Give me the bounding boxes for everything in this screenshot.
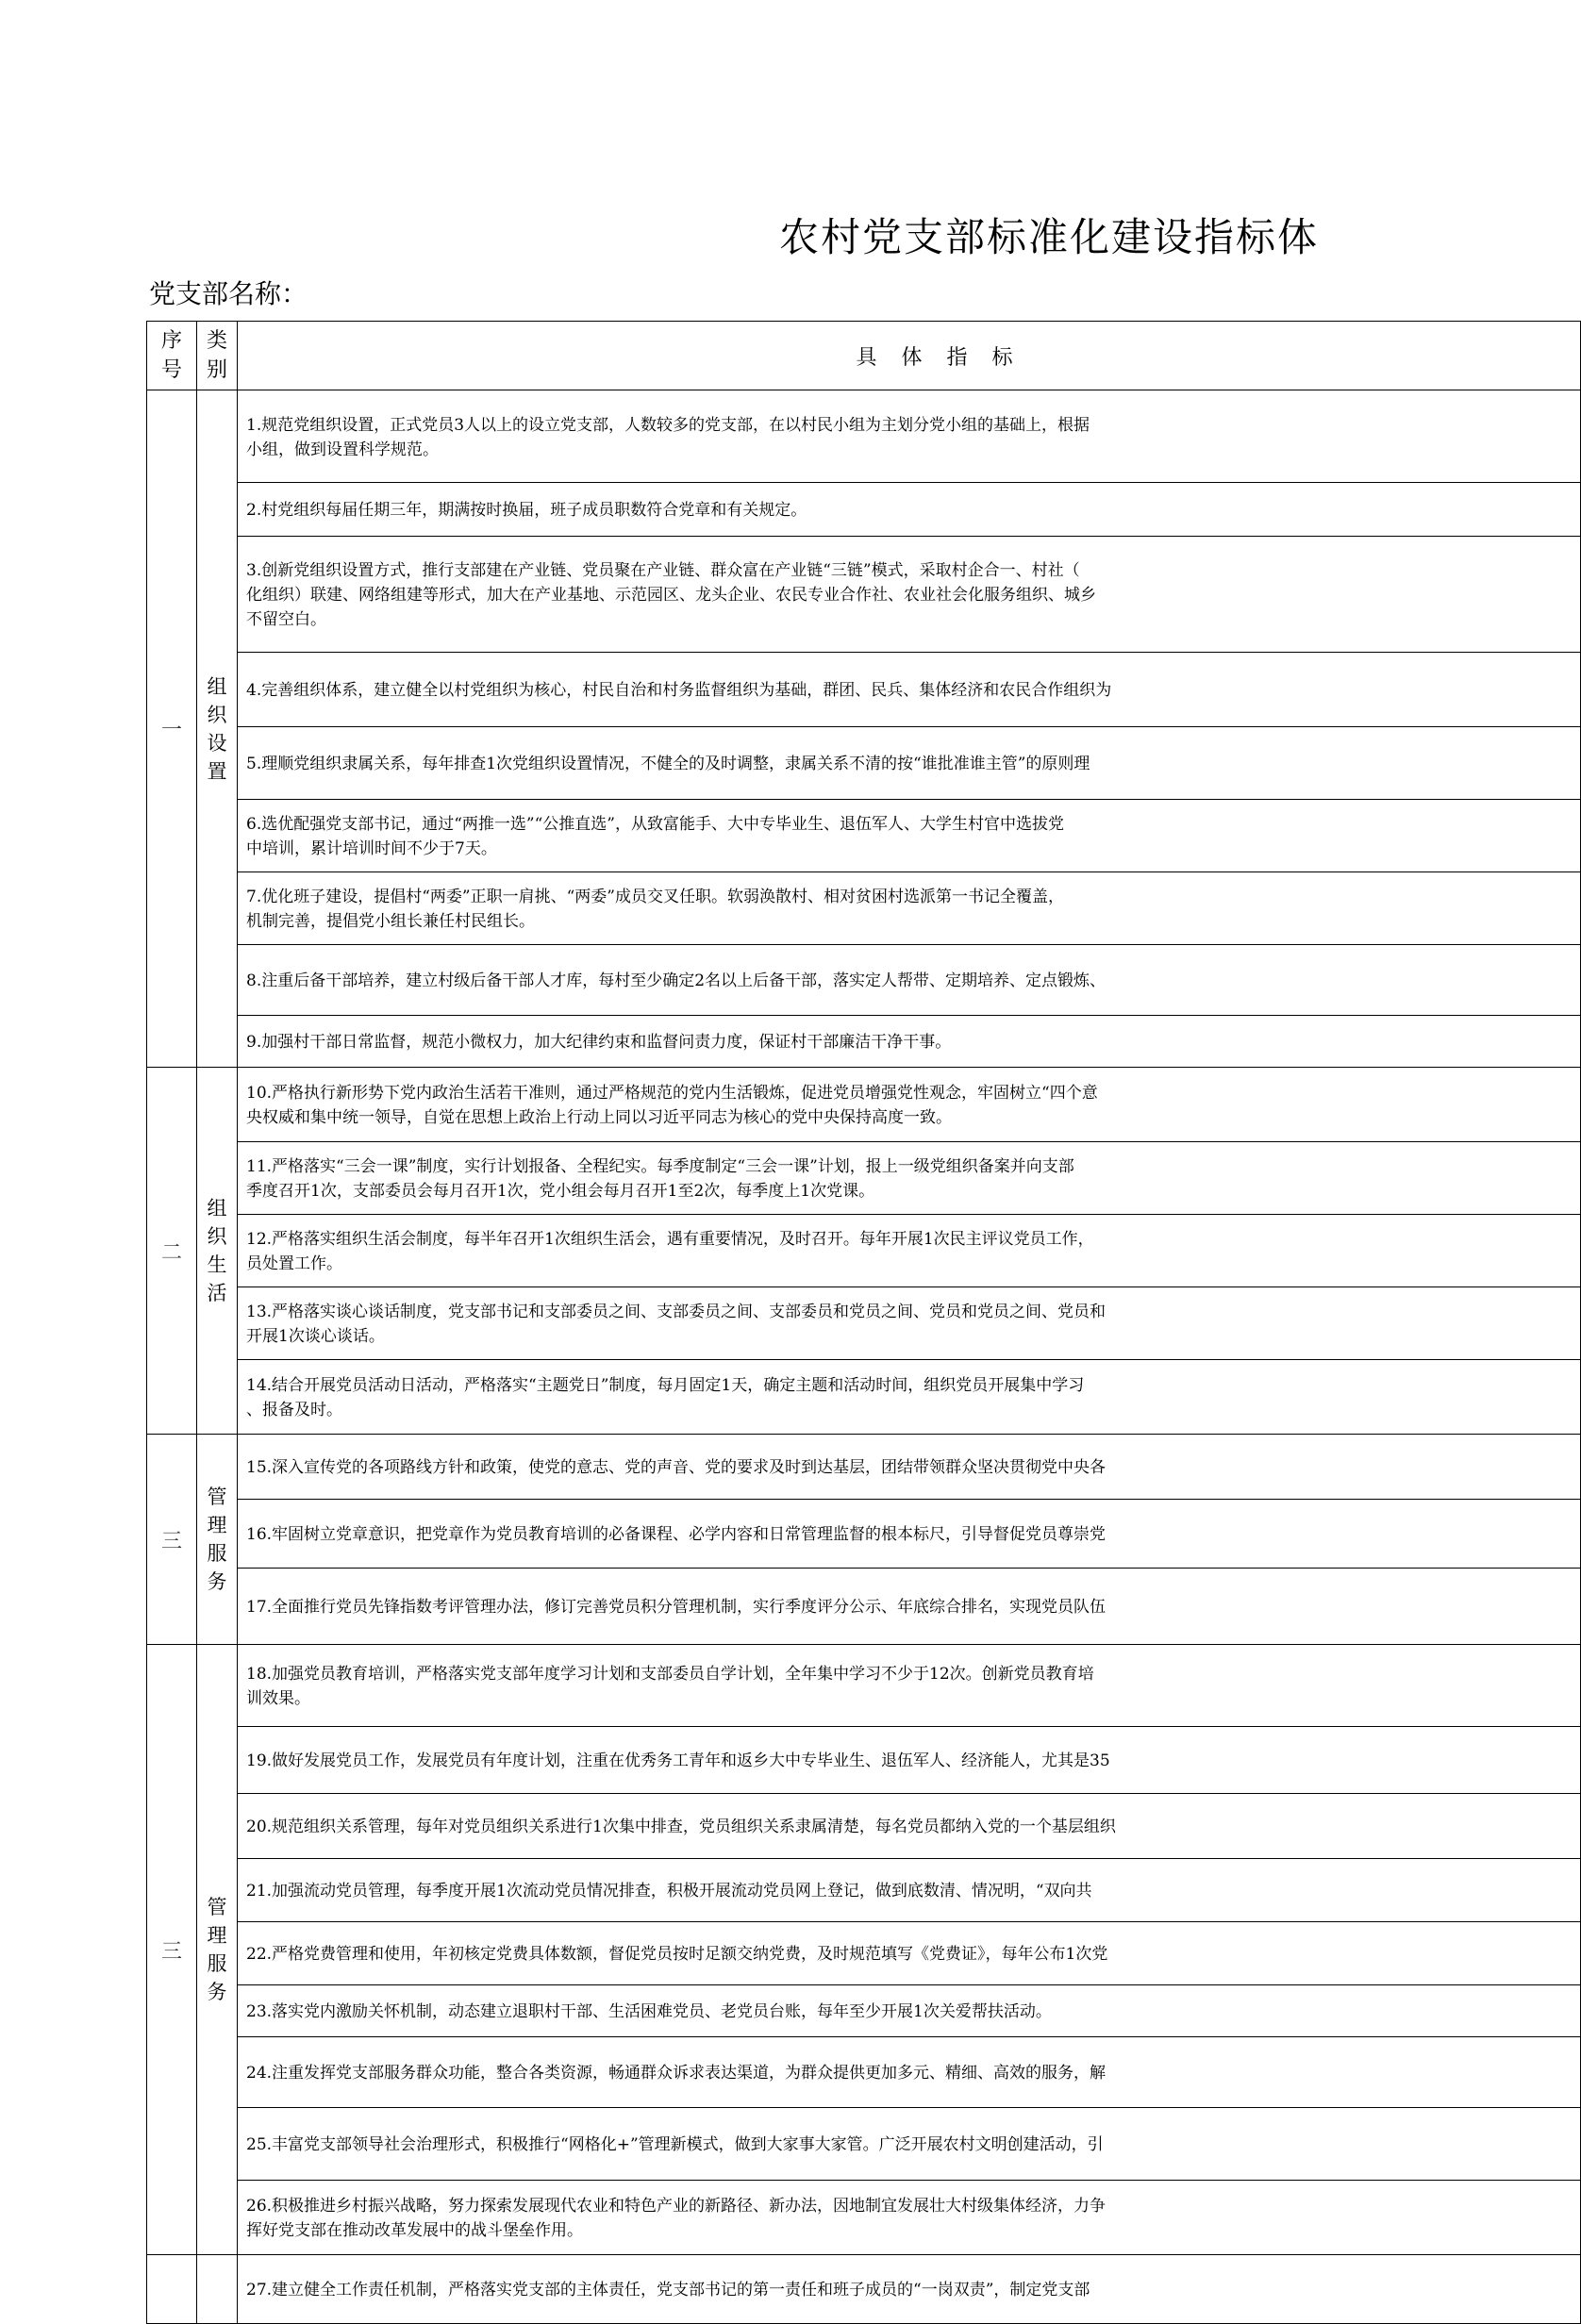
table-row xyxy=(147,1142,1581,1215)
indicator-line: 13.严格落实谈心谈话制度，党支部书记和支部委员之间、支部委员之间、支部委员和党员之间、党员和党员之间、党员和 xyxy=(246,1303,1107,1321)
indicator-line: 4.完善组织体系，建立健全以村党组织为核心，村民自治和村务监督组织为基础，群团、民兵、集体经济和农民合作组织为 xyxy=(246,681,1112,700)
section-number: 二 xyxy=(147,1068,197,1435)
header-seq: 序 号 xyxy=(147,322,197,390)
indicator-line: 21.加强流动党员管理，每季度开展1次流动党员情况排查，积极开展流动党员网上登记，做到底数清、情况明，“双向共 xyxy=(246,1882,1092,1901)
section-number: 三 xyxy=(147,1435,197,1645)
indicator-cell xyxy=(238,945,1581,1016)
indicator-cell xyxy=(238,1142,1581,1215)
indicator-line: 8.注重后备干部培养，建立村级后备干部人才库，每村至少确定2名以上后备干部，落实定人帮带、定期培养、定点锻炼、 xyxy=(246,971,1107,990)
indicator-line: 3.创新党组织设置方式，推行支部建在产业链、党员聚在产业链、群众富在产业链“三链”模式，采取村企合一、村社（ xyxy=(246,561,1080,580)
indicator-table xyxy=(146,321,1581,2324)
indicator-cell xyxy=(238,1016,1581,1068)
table-row xyxy=(147,2181,1581,2255)
indicator-cell xyxy=(238,483,1581,537)
table-row xyxy=(147,1727,1581,1794)
indicator-cell xyxy=(238,2108,1581,2181)
table-row xyxy=(147,1569,1581,1645)
indicator-cell xyxy=(238,1068,1581,1142)
indicator-sheet xyxy=(146,321,1316,2299)
indicator-line: 14.结合开展党员活动日活动，严格落实“主题党日”制度，每月固定1天，确定主题和活动时间，组织党员开展集中学习 xyxy=(246,1376,1085,1395)
branch-name-label: 党支部名称： xyxy=(149,278,308,309)
indicator-line: 化组织）联建、网络组建等形式，加大在产业基地、示范园区、龙头企业、农民专业合作社、农业社会化服务组织、城乡 xyxy=(246,586,1096,605)
indicator-line: 19.做好发展党员工作，发展党员有年度计划，注重在优秀务工青年和返乡大中专毕业生、退伍军人、经济能人，尤其是35 xyxy=(246,1751,1110,1770)
table-row xyxy=(147,1859,1581,1922)
indicator-line: 员处置工作。 xyxy=(246,1254,342,1273)
indicator-cell xyxy=(238,1645,1581,1727)
indicator-line: 11.严格落实“三会一课”制度，实行计划报备、全程纪实。每季度制定“三会一课”计划，报上一级党组织备案并向支部 xyxy=(246,1157,1074,1176)
indicator-line: 季度召开1次，支部委员会每月召开1次，党小组会每月召开1至2次，每季度上1次党课。 xyxy=(246,1182,875,1201)
table-row xyxy=(147,1500,1581,1569)
header-indicators: 具体指标 xyxy=(238,322,1581,390)
indicator-line: 小组，做到设置科学规范。 xyxy=(246,440,439,459)
indicator-line: 1.规范党组织设置，正式党员3人以上的设立党支部，人数较多的党支部，在以村民小组为主划分党小组的基础上，根据 xyxy=(246,415,1090,435)
table-row xyxy=(147,872,1581,945)
table-row xyxy=(147,483,1581,537)
table-row xyxy=(147,945,1581,1016)
table-row xyxy=(147,2108,1581,2181)
indicator-cell xyxy=(238,1287,1581,1360)
section-category: 组 织 设 置 xyxy=(197,390,238,1068)
indicator-cell xyxy=(238,727,1581,800)
indicator-line: 27.建立健全工作责任机制，严格落实党支部的主体责任，党支部书记的第一责任和班子成员的“一岗双责”，制定党支部 xyxy=(246,2281,1090,2299)
indicator-line: 挥好党支部在推动改革发展中的战斗堡垒作用。 xyxy=(246,2221,583,2240)
indicator-cell xyxy=(238,1794,1581,1859)
indicator-cell xyxy=(238,872,1581,945)
section-number: 一 xyxy=(147,390,197,1068)
section-category: 管 理 服 务 xyxy=(197,1435,238,1645)
table-row xyxy=(147,1922,1581,1985)
indicator-cell xyxy=(238,1569,1581,1645)
table-row xyxy=(147,1645,1581,1727)
section-number xyxy=(147,2255,197,2324)
table-row xyxy=(147,1287,1581,1360)
table-row xyxy=(147,390,1581,483)
indicator-cell xyxy=(238,653,1581,727)
indicator-cell xyxy=(238,390,1581,483)
indicator-line: 开展1次谈心谈话。 xyxy=(246,1327,385,1346)
indicator-line: 22.严格党费管理和使用，年初核定党费具体数额，督促党员按时足额交纳党费，及时规范填写《党费证》，每年公布1次党 xyxy=(246,1945,1108,1964)
section-category: 管 理 服 务 xyxy=(197,1645,238,2255)
indicator-cell xyxy=(238,2181,1581,2255)
indicator-line: 7.优化班子建设，提倡村“两委”正职一肩挑、“两委”成员交叉任职。软弱涣散村、相对贫困村选派第一书记全覆盖， xyxy=(246,888,1064,906)
table-row xyxy=(147,1435,1581,1500)
table-row xyxy=(147,1985,1581,2037)
indicator-cell xyxy=(238,537,1581,653)
table-row xyxy=(147,1068,1581,1142)
section-category: 组 织 生 活 xyxy=(197,1068,238,1435)
indicator-line: 中培训，累计培训时间不少于7天。 xyxy=(246,839,497,858)
indicator-line: 26.积极推进乡村振兴战略，努力探索发展现代农业和特色产业的新路径、新办法，因地制宜发展壮大村级集体经济，力争 xyxy=(246,2197,1107,2216)
indicator-cell xyxy=(238,1360,1581,1435)
indicator-line: 18.加强党员教育培训，严格落实党支部年度学习计划和支部委员自学计划，全年集中学习不少于12次。创新党员教育培 xyxy=(246,1665,1094,1684)
indicator-cell xyxy=(238,800,1581,872)
indicator-cell xyxy=(238,1922,1581,1985)
indicator-cell xyxy=(238,1985,1581,2037)
section-number: 三 xyxy=(147,1645,197,2255)
table-row xyxy=(147,800,1581,872)
indicator-line: 25.丰富党支部领导社会治理形式，积极推行“网格化+”管理新模式，做到大家事大家管。广泛开展农村文明创建活动，引 xyxy=(246,2135,1104,2154)
indicator-line: 17.全面推行党员先锋指数考评管理办法，修订完善党员积分管理机制，实行季度评分公示、年底综合排名，实现党员队伍 xyxy=(246,1598,1107,1617)
indicator-cell xyxy=(238,1859,1581,1922)
indicator-line: 央权威和集中统一领导，自觉在思想上政治上行动上同以习近平同志为核心的党中央保持高度一致。 xyxy=(246,1108,952,1127)
indicator-cell xyxy=(238,2037,1581,2108)
table-row xyxy=(147,537,1581,653)
indicator-line: 9.加强村干部日常监督，规范小微权力，加大纪律约束和监督问责力度，保证村干部廉洁干净干事。 xyxy=(246,1033,952,1052)
indicator-line: 15.深入宣传党的各项路线方针和政策，使党的意志、党的声音、党的要求及时到达基层，团结带领群众坚决贯彻党中央各 xyxy=(246,1458,1107,1477)
indicator-line: 10.严格执行新形势下党内政治生活若干准则，通过严格规范的党内生活锻炼，促进党员增强党性观念，牢固树立“四个意 xyxy=(246,1084,1098,1103)
indicator-cell xyxy=(238,1727,1581,1794)
indicator-line: 不留空白。 xyxy=(246,610,326,629)
header-category: 类 别 xyxy=(197,322,238,390)
table-body xyxy=(147,390,1581,2324)
indicator-line: 机制完善，提倡党小组长兼任村民组长。 xyxy=(246,912,535,931)
table-row xyxy=(147,727,1581,800)
table-row xyxy=(147,2037,1581,2108)
indicator-cell xyxy=(238,2255,1581,2324)
table-header-row xyxy=(147,322,1581,390)
table-row xyxy=(147,2255,1581,2324)
indicator-line: 16.牢固树立党章意识，把党章作为党员教育培训的必备课程、必学内容和日常管理监督的根本标尺，引导督促党员尊崇党 xyxy=(246,1525,1107,1544)
table-row xyxy=(147,1794,1581,1859)
indicator-line: 20.规范组织关系管理，每年对党员组织关系进行1次集中排查，党员组织关系隶属清楚，每名党员都纳入党的一个基层组织 xyxy=(246,1818,1116,1836)
indicator-line: 训效果。 xyxy=(246,1689,310,1708)
indicator-line: 6.选优配强党支部书记，通过“两推一选”“公推直选”，从致富能手、大中专毕业生、退伍军人、大学生村官中选拔党 xyxy=(246,815,1064,834)
indicator-cell xyxy=(238,1435,1581,1500)
table-row xyxy=(147,1215,1581,1287)
indicator-cell xyxy=(238,1500,1581,1569)
section-category xyxy=(197,2255,238,2324)
indicator-line: 23.落实党内激励关怀机制，动态建立退职村干部、生活困难党员、老党员台账，每年至少开展1次关爱帮扶活动。 xyxy=(246,2002,1052,2021)
indicator-line: 2.村党组织每届任期三年，期满按时换届，班子成员职数符合党章和有关规定。 xyxy=(246,501,807,520)
indicator-line: 5.理顺党组织隶属关系，每年排查1次党组织设置情况，不健全的及时调整，隶属关系不清的按“谁批准谁主管”的原则理 xyxy=(246,755,1090,773)
indicator-line: 24.注重发挥党支部服务群众功能，整合各类资源，畅通群众诉求表达渠道，为群众提供更加多元、精细、高效的服务，解 xyxy=(246,2064,1107,2083)
indicator-cell xyxy=(238,1215,1581,1287)
table-row xyxy=(147,1016,1581,1068)
indicator-line: 12.严格落实组织生活会制度，每半年召开1次组织生活会，遇有重要情况，及时召开。每年开展1次民主评议党员工作， xyxy=(246,1230,1094,1249)
indicator-line: 、报备及时。 xyxy=(246,1401,342,1419)
document-title: 农村党支部标准化建设指标体 xyxy=(779,214,1320,260)
table-row xyxy=(147,653,1581,727)
table-row xyxy=(147,1360,1581,1435)
